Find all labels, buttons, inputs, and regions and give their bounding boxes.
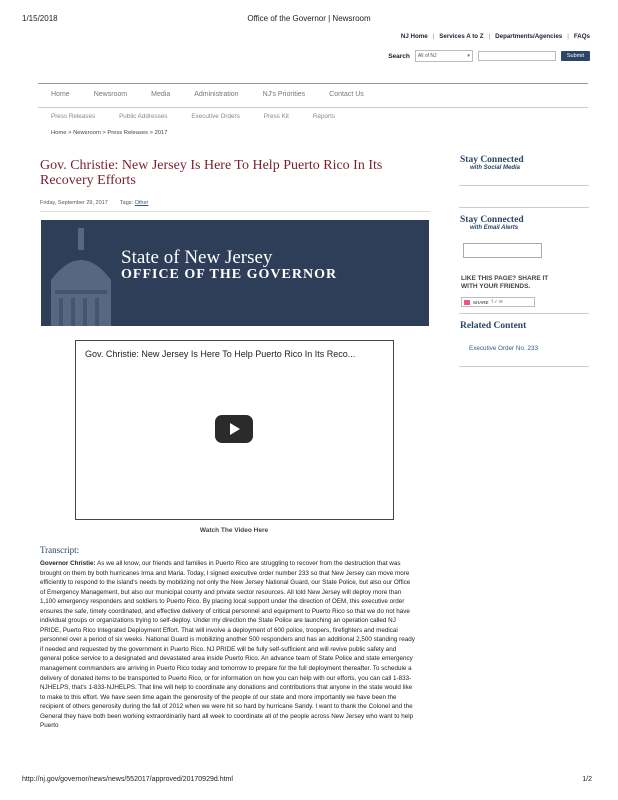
- subnav-press-kit[interactable]: Press Kit: [263, 113, 289, 120]
- sidebar-divider: [459, 366, 589, 367]
- banner-office-title: OFFICE OF THE GOVERNOR: [121, 267, 338, 282]
- transcript-body: [40, 559, 416, 731]
- utility-links: NJ Home | Services A to Z | Departments/Agencies | FAQs: [400, 33, 590, 40]
- speaker-label: Governor Christie:: [40, 560, 96, 567]
- sidebar-divider: [459, 185, 589, 186]
- subnav-press-releases[interactable]: Press Releases: [51, 113, 96, 120]
- share-button[interactable]: SHARE f ✓ ✉: [461, 297, 535, 307]
- print-url: http://nj.gov/governor/news/news/552017/approved/20170929d.html: [22, 776, 233, 783]
- print-page-title: Office of the Governor | Newsroom: [247, 14, 371, 23]
- nav-item-newsroom[interactable]: Newsroom: [93, 91, 128, 98]
- search-label: Search: [388, 52, 410, 60]
- submit-button[interactable]: Submit: [561, 51, 590, 61]
- social-heading: Stay Connected with Social Media: [460, 155, 524, 171]
- subnav-executive-orders[interactable]: Executive Orders: [191, 113, 240, 120]
- faqs-link[interactable]: FAQs: [573, 33, 590, 40]
- share-icon: [464, 300, 470, 305]
- print-date: 1/15/2018: [22, 14, 58, 23]
- print-page-number: 1/2: [582, 776, 592, 783]
- nav-item-priorities[interactable]: NJ's Priorities: [262, 91, 306, 98]
- email-heading: Stay Connected with Email Alerts: [460, 215, 524, 231]
- email-subheading[interactable]: with Email Alerts: [470, 225, 519, 231]
- sub-nav: [51, 113, 359, 120]
- social-subheading[interactable]: with Social Media: [470, 165, 521, 171]
- tag-link[interactable]: Other: [134, 200, 149, 206]
- social-icons: f ✓ ✉: [491, 299, 503, 304]
- article-date: Friday, September 29, 2017: [40, 200, 108, 206]
- search-scope-select[interactable]: All of NJ ▾: [415, 50, 473, 62]
- services-link[interactable]: Services A to Z: [439, 33, 484, 40]
- office-banner: [41, 220, 429, 326]
- tags-label: Tags:: [119, 200, 134, 206]
- nav-divider-bottom: [38, 107, 588, 108]
- subnav-reports[interactable]: Reports: [312, 113, 335, 120]
- video-caption: Watch The Video Here: [199, 527, 269, 534]
- nav-item-media[interactable]: Media: [151, 91, 171, 98]
- subnav-public-addresses[interactable]: Public Addresses: [119, 113, 168, 120]
- departments-link[interactable]: Departments/Agencies: [495, 33, 563, 40]
- email-input[interactable]: [463, 243, 542, 258]
- related-link[interactable]: Executive Order No. 233: [469, 345, 538, 352]
- share-prompt: LIKE THIS PAGE? SHARE IT WITH YOUR FRIENDS.: [461, 275, 549, 290]
- play-icon[interactable]: [215, 415, 253, 443]
- nj-home-link[interactable]: NJ Home: [400, 33, 428, 40]
- nav-divider-top: [38, 83, 588, 84]
- video-player[interactable]: [75, 340, 394, 520]
- transcript-text: As we all know, our friends and families in Puerto Rico are struggling to recover from the destruction that was brought on them by both hurricanes Irma and Maria. Today, I signed executive order number 233 so that New Jersey can move more efficiently to respond to the island's needs by mobilizing not only the New Jersey National Guard, our State Police, but also our Office of Emergency Management, but also our municipal county and private sector resources. All told New Jersey will deploy more than 1,100 emergency responders and soldiers to Puerto Rico. By placing local support under the direction of OEM, this executive order ensures the safe, timely coordinated, and effective delivery of critical personnel and equipment to Puerto Rico so that we do not have individual groups or organizations trying to self-deploy. Under my direction the State Police are launching an operation called NJ PRIDE, Puerto Rico Integrated Deployment Effort. That will involve a deployment of 600 police, troopers, firefighters and medical personnel over a period of six weeks. National Guard is mobilizing another 500 responders and has an additional 2,500 standing ready if needed and requested by the government in Puerto Rico. NJ PRIDE will be fully self-sufficient and will revive public safety and general police service to a designated and devastated area inside Puerto Rico. An advance team of State Police and state emergency management commanders are arriving in Puerto Rico today and tomorrow to prepare for the full deployment thereafter. To schedule a delivery of donated items to be transported to Puerto Rico, or for information on how you can help with our efforts, you can call 1-833-NJHELPS, that's 1-833-NJHELPS. That line will help to coordinate any donations and contributions that anyone in the state would like to make to this effort. We have seen time again the generosity of the people of our state and more importantly we have been the recipient of others generosity during the fall of 2012 when we were hit so hard by hurricane Sandy. I want to thank the Colonel and the General they have both been working extraordinarily hard all week to coordinate all of the people across New Jersey who want to help Puerto: [40, 560, 415, 730]
- nav-item-administration[interactable]: Administration: [194, 91, 239, 98]
- related-heading: Related Content: [460, 321, 527, 331]
- banner-state-title: State of New Jersey: [121, 247, 273, 268]
- search-input[interactable]: [478, 51, 556, 61]
- main-nav: [51, 91, 388, 98]
- nav-item-contact[interactable]: Contact Us: [329, 91, 364, 98]
- search-bar: [388, 50, 590, 62]
- breadcrumb[interactable]: Home > Newsroom > Press Releases > 2017: [51, 130, 168, 136]
- transcript-heading: Transcript:: [40, 545, 80, 555]
- article-meta: [40, 200, 148, 206]
- article-title: Gov. Christie: New Jersey Is Here To Help Puerto Rico In Its Recovery Efforts: [40, 158, 383, 188]
- sidebar-divider: [459, 313, 589, 314]
- nav-item-home[interactable]: Home: [51, 91, 70, 98]
- chevron-down-icon: ▾: [467, 53, 470, 59]
- sidebar-divider: [459, 207, 589, 208]
- meta-divider: [40, 211, 430, 212]
- video-title: Gov. Christie: New Jersey Is Here To Help Puerto Rico In Its Reco...: [85, 349, 356, 359]
